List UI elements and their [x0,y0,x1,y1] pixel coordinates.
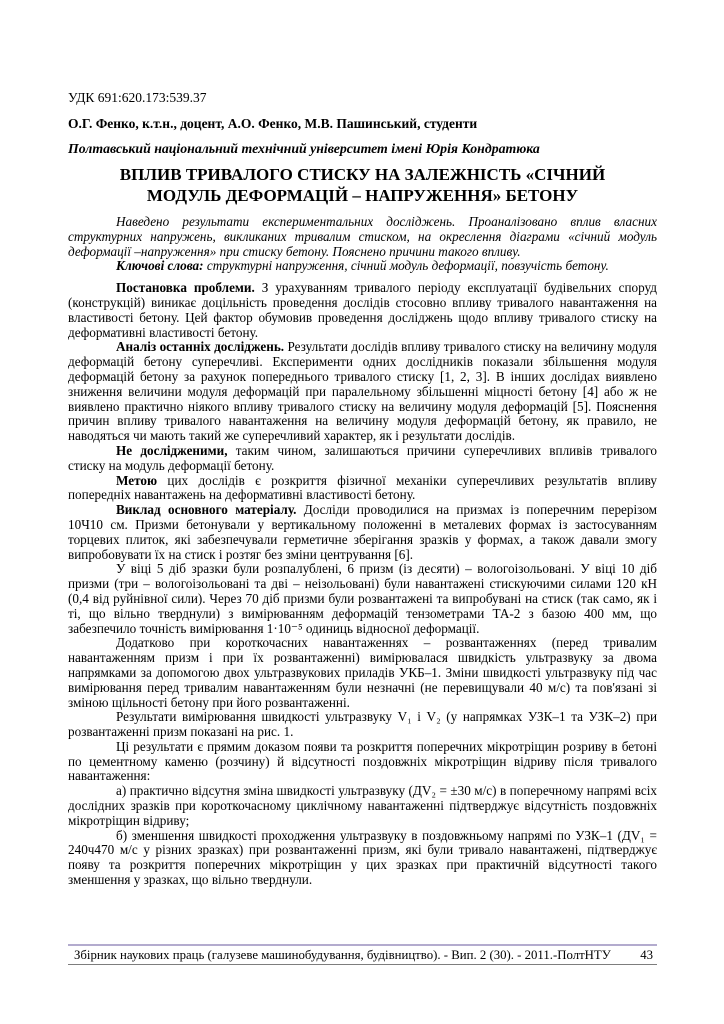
page-number: 43 [640,948,653,962]
authors-line: О.Г. Фенко, к.т.н., доцент, А.О. Фенко, М.В. Пашинський, студенти [68,116,478,131]
abstract-body: Наведено результати експериментальних досліджень. Проаналізовано вплив власних структурних напружень, викликаних тривалим стиском, на окреслення діаграми «січний модуль деформації –напруження» при стиску бетону. Пояснено причини такого впливу. [68,214,657,259]
paragraph-text: а) практично відсутня зміна швидкості ультразвуку (ДV₂ = ±30 м/с) в поперечному напрямі всіх дослідних зразків при короткочасному циклічному навантаженні підтверджує відсутність поздовжніх мікротріщин відриву; [68,783,657,828]
affiliation-line: Полтавський національний технічний університет імені Юрія Кондратюка [68,141,540,156]
page-footer [68,944,657,965]
paragraph-text: б) зменшення швидкості проходження ультразвуку в поздовжньому напрямі по УЗК–1 (ДV₁ = 240ч470 м/с у різних зразках) при розвантаженні призм, які були тривало навантажені, підтверджує появу та розкриття поперечних мікротріщин у цих зразках при практичній відсутності такого зменшення у зразках, що вільно тверднули. [68,827,657,888]
paragraph-lead: Постановка проблеми. [116,280,255,296]
paragraph-text: Результати дослідів впливу тривалого стиску на величину модуля деформацій бетону суперечливі. Експерименти одних дослідників показали збільшення модуля деформацій бетону за рахунок попереднього тривалого стиску [1, 2, 3]. В інших дослідах виявлено зниження величини модуля деформацій при паралельному збільшенні міцності бетону [4] або ж не виявлено практично ніякого впливу тривалого стиску на величину модуля деформацій [5]. Пояснення причин впливу тривалого навантаження на величину модуля деформацій бетону, як правило, не наводяться чи мають такий же суперечливий характер, як і результати дослідів. [68,339,657,444]
paragraph-item-a [68,784,657,828]
page-content [68,90,657,888]
paragraph-text: Додатково при короткочасних навантаженнях – розвантаженнях (перед тривалим навантаженням призм і при їх розвантаженні) вимірювалася швидкість ультразвуку за двома напрямками за допомогою двох ультразвукових приладів УКБ–1. Зміни швидкості ультразвуку під час вимірювання перед тривалим навантаженням були незначні (не перевищували 40 м/с) та пов'язані зі зміною щільності бетону при його розвантаженні. [68,635,657,710]
paragraph-text: Ці результати є прямим доказом появи та розкриття поперечних мікротріщин розриву в бетоні по цементному каменю (розчину) й відсутності поздовжніх мікротріщин відриву після тривалого навантаження: [68,738,657,784]
footer-top-rule [68,944,657,946]
paragraph-specimens [68,562,657,636]
article-title-line2: МОДУЛЬ ДЕФОРМАЦІЙ – НАПРУЖЕННЯ» БЕТОНУ [146,186,579,205]
paragraph-main-material [68,503,657,562]
paragraph-item-b [68,829,657,888]
paragraph-text: Результати вимірювання швидкості ультразвуку V₁ і V₂ (у напрямках УЗК–1 та УЗК–2) при розвантаженні призм показані на рис. 1. [68,709,657,740]
paragraph-unresolved [68,444,657,474]
keywords-line [68,259,657,274]
paragraph-text: З урахуванням тривалого періоду експлуатації будівельних споруд (конструкцій) виникає доцільність проведення дослідів стосовно впливу тривалого навантаження на властивості бетону. Цей фактор обумовив проведення досліджень щодо впливу тривалого стиску на деформативні властивості бетону. [68,280,657,340]
paragraph-evidence [68,740,657,784]
udc-code: УДК 691:620.173:539.37 [68,90,207,105]
paragraph-ultrasound-method [68,636,657,710]
paragraph-lead: Метою [116,472,158,488]
journal-info: Збірник наукових праць (галузеве машинобудування, будівництво). - Вип. 2 (30). - 2011.-ПолтНТУ [74,948,611,962]
paragraph-text: У віці 5 діб зразки були розпалублені, 6 призм (із десяти) – вологоізольовані. У віці 10 діб призми (три – вологоізольовані та дві – неізольовані) були навантажені стискуючими силами 120 кН (0,4 від руйнівної сили). Через 70 діб призми були розвантажені та випробувані на стиск (так само, як і ті, що вільно тверднули) з вимірюванням деформацій тензометрами ТА-2 з базою 400 мм, що забезпечило точність вимірювання 1·10⁻⁵ одиниць відносної деформації. [68,561,657,636]
paragraph-lead: Виклад основного матеріалу. [116,502,297,518]
keywords-label: Ключові слова: [116,258,204,274]
paragraph-lead: Аналіз останніх досліджень. [116,339,285,355]
footer-row [68,947,657,964]
paragraph-problem-statement [68,281,657,340]
paragraph-results-reference [68,710,657,740]
paragraph-lead: Не дослідженими, [116,442,228,458]
article-body [68,281,657,888]
paragraph-text: Досліди проводилися на призмах із поперечним перерізом 10Ч10 см. Призми бетонували у вертикальному положенні в металевих формах із застосуванням торцевих плиток, які забезпечували герметичне зберігання зразків у формах, а також давали змогу випробовувати їх на стиск і розтяг без зміни центрування [6]. [68,502,657,562]
paragraph-text: таким чином, залишаються причини суперечливих впливів тривалого стиску на модуль деформації бетону. [68,442,657,473]
paragraph-recent-research [68,340,657,444]
paragraph-goal [68,474,657,504]
keywords-text: структурні напруження, січний модуль деформації, повзучість бетону. [203,258,609,274]
article-title-line1: ВПЛИВ ТРИВАЛОГО СТИСКУ НА ЗАЛЕЖНІСТЬ «СІЧНИЙ [119,165,606,184]
paragraph-text: цих дослідів є розкриття фізичної механіки суперечливих результатів впливу попередніх навантажень на деформативні властивості бетону. [68,472,657,503]
footer-bottom-rule [68,964,657,965]
abstract-text [68,215,657,259]
article-title [68,164,657,206]
